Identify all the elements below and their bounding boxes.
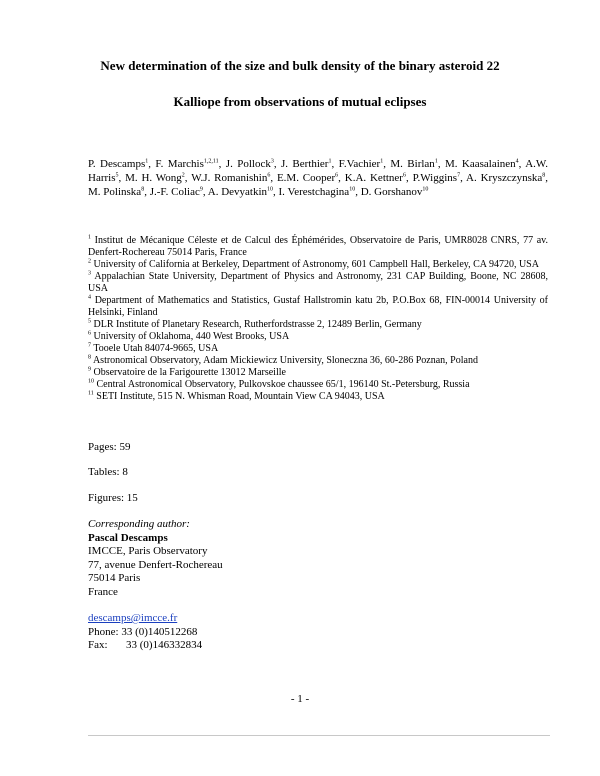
affiliation-text: Astronomical Observatory, Adam Mickiewicz University, Sloneczna 36, 60-286 Poznan, Poland bbox=[92, 355, 478, 366]
author-affiliation-mark: 6 bbox=[335, 172, 339, 179]
affiliation-number: 6 bbox=[88, 330, 91, 337]
affiliation-item bbox=[88, 271, 548, 295]
affiliation-item bbox=[88, 235, 548, 259]
author-name: W.J. Romanishin bbox=[191, 172, 268, 184]
affiliation-item bbox=[88, 391, 548, 403]
phone-label: Phone: bbox=[88, 625, 119, 638]
footer-divider bbox=[88, 735, 550, 736]
affiliation-item bbox=[88, 379, 548, 391]
affiliation-item bbox=[88, 295, 548, 319]
affiliation-number: 4 bbox=[88, 294, 91, 301]
author-name: D. Gorshanov bbox=[360, 186, 423, 198]
affiliation-text: Observatoire de la Farigourette 13012 Marseille bbox=[93, 367, 286, 378]
spacer bbox=[88, 599, 223, 612]
affiliation-text: University of Oklahoma, 440 West Brooks, USA bbox=[93, 331, 290, 342]
fax-line bbox=[88, 639, 223, 653]
affiliation-number: 10 bbox=[88, 378, 94, 385]
author-name: A.W. Harris bbox=[88, 158, 549, 184]
affiliation-number: 8 bbox=[88, 354, 91, 361]
author-name: A. Devyatkin bbox=[207, 186, 268, 198]
fax-number: 33 (0)146332834 bbox=[126, 639, 203, 651]
author-affiliation-mark: 9 bbox=[199, 186, 203, 193]
affiliation-text: Department of Mathematics and Statistics, Gustaf Hallstromin katu 2b, P.O.Box 68, FIN-00014 University of Helsinki, Finland bbox=[88, 295, 548, 318]
author-affiliation-mark: 1 bbox=[380, 158, 384, 165]
paper-title-line-2: Kalliope from observations of mutual eclipses bbox=[173, 94, 427, 109]
affiliation-number: 11 bbox=[88, 390, 94, 397]
author-name: M. Birlan bbox=[390, 158, 435, 170]
corresponding-author-street: 77, avenue Denfert-Rochereau bbox=[88, 558, 223, 571]
affiliation-text: Central Astronomical Observatory, Pulkovskoe chaussee 65/1, 196140 St.-Petersburg, Russia bbox=[96, 379, 470, 390]
paper-title-line-1: New determination of the size and bulk density of the binary asteroid 22 bbox=[100, 58, 500, 73]
author-affiliation-mark: 1 bbox=[328, 158, 332, 165]
author-affiliation-mark: 6 bbox=[267, 172, 271, 179]
author-name: F.Vachier bbox=[338, 158, 381, 170]
affiliation-number: 2 bbox=[88, 258, 91, 265]
affiliation-number: 9 bbox=[88, 366, 91, 373]
affiliation-list bbox=[88, 235, 548, 403]
author-name: M. Polinska bbox=[88, 186, 142, 198]
author-name: K.A. Kettner bbox=[344, 172, 403, 184]
affiliation-item bbox=[88, 367, 548, 379]
author-affiliation-mark: 3 bbox=[270, 158, 274, 165]
author-name: F. Marchis bbox=[155, 158, 204, 170]
author-name: M. H. Wong bbox=[125, 172, 182, 184]
author-affiliation-mark: 5 bbox=[115, 172, 119, 179]
author-affiliation-mark: 10 bbox=[267, 186, 274, 193]
affiliation-text: DLR Institute of Planetary Research, Rutherfordstrasse 2, 12489 Berlin, Germany bbox=[93, 319, 422, 330]
figure-count: Figures: 15 bbox=[88, 492, 138, 504]
author-affiliation-mark: 8 bbox=[141, 186, 145, 193]
author-name: P. Descamps bbox=[88, 158, 146, 170]
author-affiliation-mark: 10 bbox=[349, 186, 356, 193]
affiliation-item bbox=[88, 319, 548, 331]
author-affiliation-mark: 2 bbox=[181, 172, 185, 179]
affiliation-text: SETI Institute, 515 N. Whisman Road, Mountain View CA 94043, USA bbox=[96, 391, 385, 402]
corresponding-author-name: Pascal Descamps bbox=[88, 531, 168, 544]
phone-line bbox=[88, 626, 223, 640]
affiliation-number: 1 bbox=[88, 234, 91, 241]
affiliation-text: Institut de Mécanique Céleste et de Calcul des Éphémérides, Observatoire de Paris, UMR8028 CNRS, 77 av. Denfert-Rochereau 75014 Paris, France bbox=[88, 235, 549, 258]
phone-number: 33 (0)140512268 bbox=[121, 625, 198, 638]
author-name: J. Berthier bbox=[281, 158, 329, 170]
affiliation-text: University of California at Berkeley, Department of Astronomy, 601 Campbell Hall, Berkeley, CA 94720, USA bbox=[93, 259, 539, 270]
author-name: J. Pollock bbox=[225, 158, 271, 170]
page-count: Pages: 59 bbox=[88, 441, 131, 453]
author-name: I. Verestchagina bbox=[278, 186, 350, 198]
affiliation-text: Appalachian State University, Department of Physics and Astronomy, 231 CAP Building, Boone, NC 28608, USA bbox=[88, 271, 548, 294]
corresponding-author-city: 75014 Paris bbox=[88, 572, 141, 584]
affiliation-number: 5 bbox=[88, 318, 91, 325]
corresponding-author-email-link[interactable]: descamps@imcce.fr bbox=[88, 612, 178, 624]
author-affiliation-mark: 1 bbox=[434, 158, 438, 165]
author-affiliation-mark: 8 bbox=[542, 172, 546, 179]
author-affiliation-mark: 1,2,11 bbox=[203, 158, 219, 165]
affiliation-item bbox=[88, 331, 548, 343]
author-affiliation-mark: 1 bbox=[145, 158, 149, 165]
author-name: J.-F. Coliac bbox=[149, 186, 200, 198]
corresponding-author-block bbox=[88, 518, 223, 653]
affiliation-item bbox=[88, 343, 548, 355]
author-affiliation-mark: 6 bbox=[402, 172, 406, 179]
author-name: A. Kryszczynska bbox=[466, 172, 543, 184]
corresponding-author-country: France bbox=[88, 585, 118, 598]
author-affiliation-mark: 10 bbox=[422, 186, 429, 193]
page-number: - 1 - bbox=[290, 693, 310, 705]
author-name: M. Kaasalainen bbox=[444, 158, 516, 170]
corresponding-author-label: Corresponding author: bbox=[88, 518, 190, 530]
affiliation-item bbox=[88, 259, 548, 271]
author-affiliation-mark: 4 bbox=[515, 158, 519, 165]
table-count: Tables: 8 bbox=[88, 466, 128, 478]
affiliation-text: Tooele Utah 84074-9665, USA bbox=[93, 343, 219, 354]
author-list: P. Descamps$^1$, F. Marchis$^{1,2,11}$, J. Pollock$^3$, J. Berthier$^1$, F.Vachier$^1$, M. Birlan$^1$, M. Kaasalainen$^4$, A.W. Harris$^5$, M. H. Wong$^2$, W.J. Romanishin$^6$, E.M. Cooper$^6$, K.A. Kettner$^6$, P.Wiggins$^7$, A. Kryszczynska$^8$, M. Polinska$^8$, J.-F. Coliac$^9$, A. Devyatkin$^{10}$, I. Verestchagina$^{10}$, D. Gorshanov$^{10}$ bbox=[88, 158, 549, 198]
corresponding-author-org: IMCCE, Paris Observatory bbox=[88, 545, 208, 557]
affiliation-number: 7 bbox=[88, 342, 91, 349]
affiliation-number: 3 bbox=[88, 270, 91, 277]
author-name: P.Wiggins bbox=[412, 172, 458, 184]
author-name: E.M. Cooper bbox=[276, 172, 336, 184]
affiliation-item bbox=[88, 355, 548, 367]
author-affiliation-mark: 7 bbox=[457, 172, 461, 179]
fax-label: Fax: bbox=[88, 639, 108, 651]
